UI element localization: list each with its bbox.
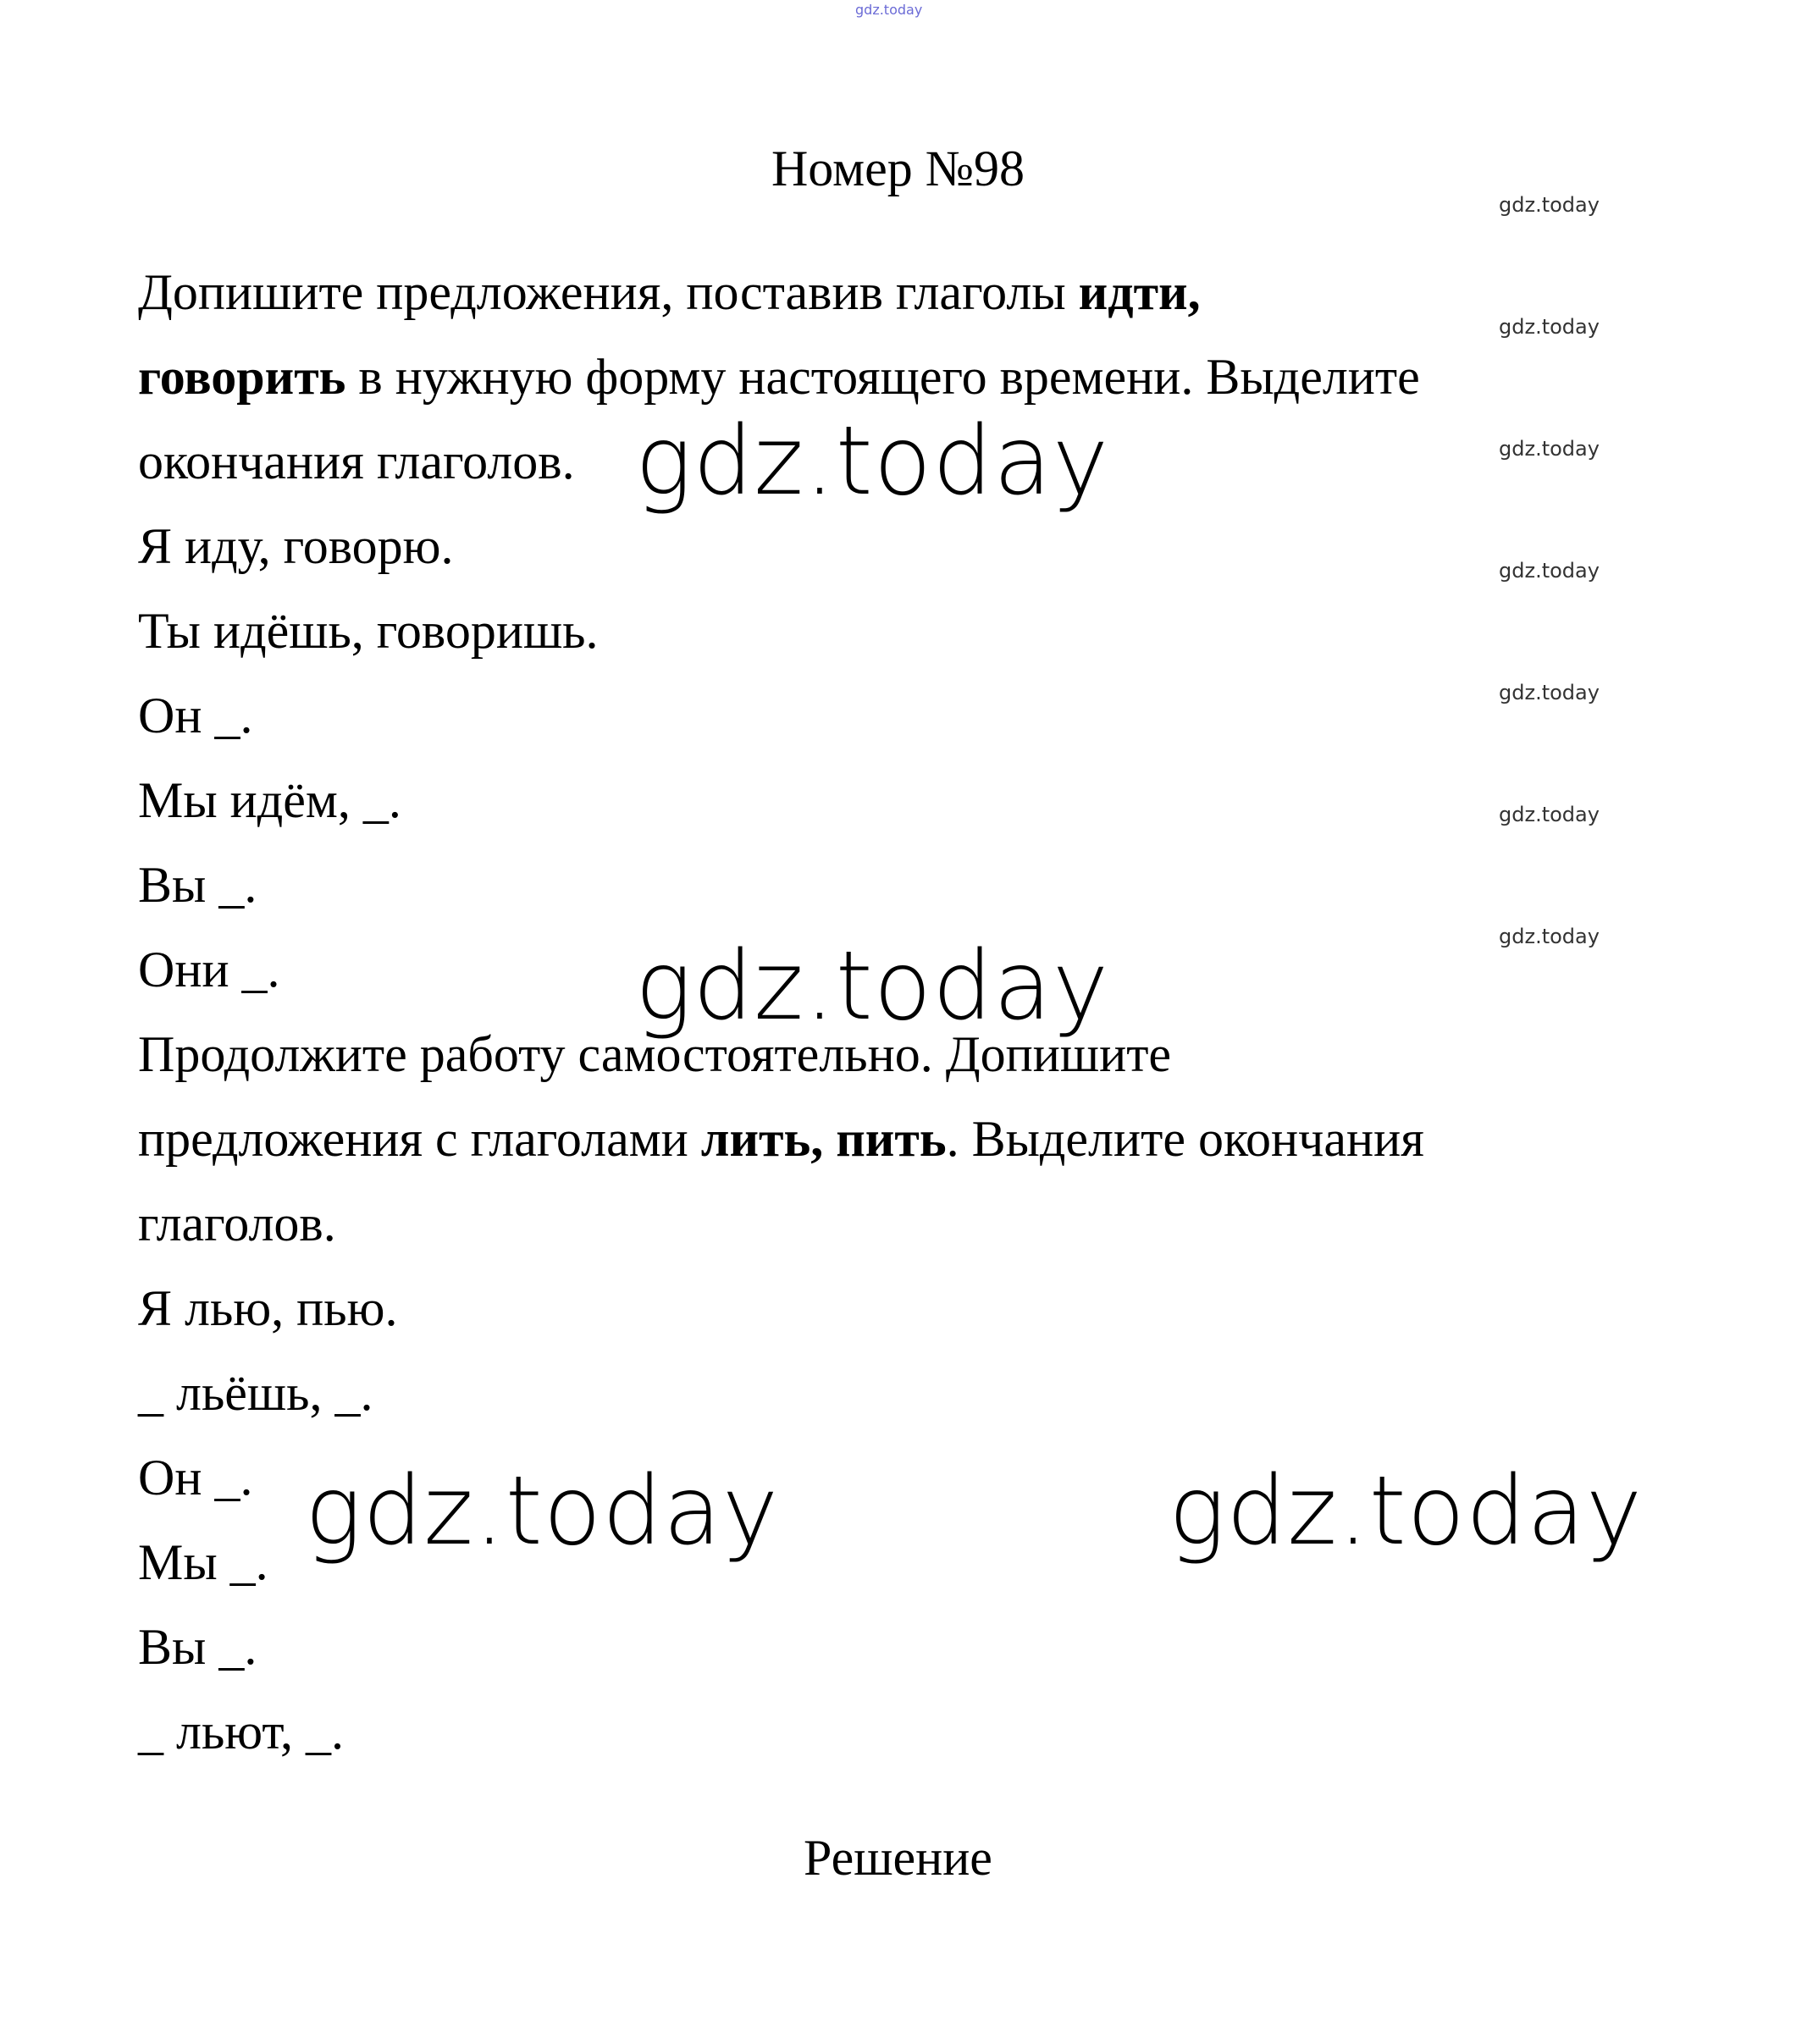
- watermark-large: gdz.today: [635, 931, 1110, 1041]
- conjugation-line: Я иду, говорю.: [138, 518, 454, 574]
- task2-line3: глаголов.: [138, 1196, 336, 1251]
- conjugation-line: Вы _.: [138, 857, 257, 913]
- task1-line3: окончания глаголов.: [138, 434, 575, 489]
- watermark-small: gdz.today: [1499, 315, 1600, 339]
- conjugation-line: Вы _.: [138, 1619, 257, 1675]
- task1-verb-bold: идти,: [1078, 264, 1201, 320]
- watermark-small: gdz.today: [1499, 437, 1600, 461]
- task2-line1: Продолжите работу самостоятельно. Допишите: [138, 1026, 1172, 1082]
- task1-line1: [138, 262, 1201, 322]
- conjugation-line: Мы идём, _.: [138, 772, 401, 828]
- watermark-small: gdz.today: [1499, 681, 1600, 704]
- watermark-large: gdz.today: [635, 406, 1110, 517]
- conjugation-line: _ льёшь, _.: [138, 1365, 373, 1421]
- watermark-small: gdz.today: [1499, 925, 1600, 948]
- watermark-large: gdz.today: [305, 1456, 780, 1566]
- task2-text: предложения с глаголами: [138, 1111, 701, 1167]
- task2-verb-bold: лить, пить: [700, 1111, 947, 1167]
- watermark-small: gdz.today: [1499, 803, 1600, 826]
- task1-text: в нужную форму настоящего времени. Выделите: [345, 349, 1420, 405]
- task1-text: Допишите предложения, поставив глаголы: [138, 264, 1079, 320]
- task2-line2: [138, 1109, 1424, 1168]
- watermark-small: gdz.today: [1499, 193, 1600, 217]
- conjugation-line: Он _.: [138, 688, 253, 743]
- conjugation-line: Мы _.: [138, 1534, 268, 1590]
- task1-line2: [138, 347, 1420, 406]
- solution-heading: Решение: [804, 1830, 992, 1886]
- task2-text: . Выделите окончания: [946, 1111, 1424, 1167]
- watermark-small: gdz.today: [1499, 559, 1600, 583]
- conjugation-line: Он _.: [138, 1450, 253, 1505]
- conjugation-line: Ты идёшь, говоришь.: [138, 603, 599, 659]
- task1-verb-bold: говорить: [138, 349, 346, 405]
- conjugation-line: Я лью, пью.: [138, 1280, 398, 1336]
- conjugation-line: _ льют, _.: [138, 1704, 345, 1759]
- watermark-top: gdz.today: [855, 2, 923, 18]
- watermark-large: gdz.today: [1169, 1456, 1644, 1566]
- page-title: Номер №98: [771, 141, 1025, 196]
- conjugation-line: Они _.: [138, 942, 280, 997]
